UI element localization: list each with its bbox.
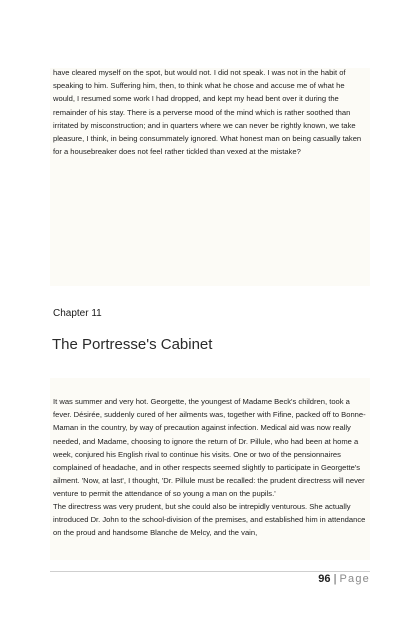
page-number: 96 <box>318 573 331 585</box>
page-label: Page <box>339 573 370 585</box>
chapter-label: Chapter 11 <box>53 308 102 319</box>
page-footer <box>318 572 370 586</box>
body-paragraph: It was summer and very hot. Georgette, the youngest of Madame Beck's children, took a fever. Désirée, suddenly cured of her ailments was, together with Fifine, packed off to Bonne-Maman in the country, by way of precaution against infection. Medical aid was now really needed, and Madame, choosing to ignore the return of Dr. Pillule, who had been at home a week, conjured his English rival to continue his visits. One or two of the pensionnaires complained of headache, and in other respects seemed slightly to participate in Georgette's ailment. 'Now, at last', I thought, 'Dr. Pillule must be recalled: the prudent directress will never venture to permit the attendance of so young a man on the pupils.' <box>53 397 366 499</box>
chapter-title: The Portresse's Cabinet <box>52 336 213 353</box>
footer-separator: | <box>333 573 337 585</box>
body-paragraph: The directress was very prudent, but she could also be intrepidly venturous. She actually introduced Dr. John to the school-division of the premises, and established him in attendance on the proud and handsome Blanche de Melcy, and the vain, <box>53 502 366 538</box>
body-paragraph: have cleared myself on the spot, but would not. I did not speak. I was not in the habit of speaking to him. Suffering him, then, to think what he chose and accuse me of what he would, I resumed some work I had dropped, and kept my head bent over it during the remainder of his stay. There is a perverse mood of the mind which is rather soothed than irritated by misconstruction; and in quarters where we can never be rightly known, we take pleasure, I think, in being consummately ignored. What honest man on being casually taken for a housebreaker does not feel rather tickled than vexed at the mistake? <box>53 68 362 157</box>
